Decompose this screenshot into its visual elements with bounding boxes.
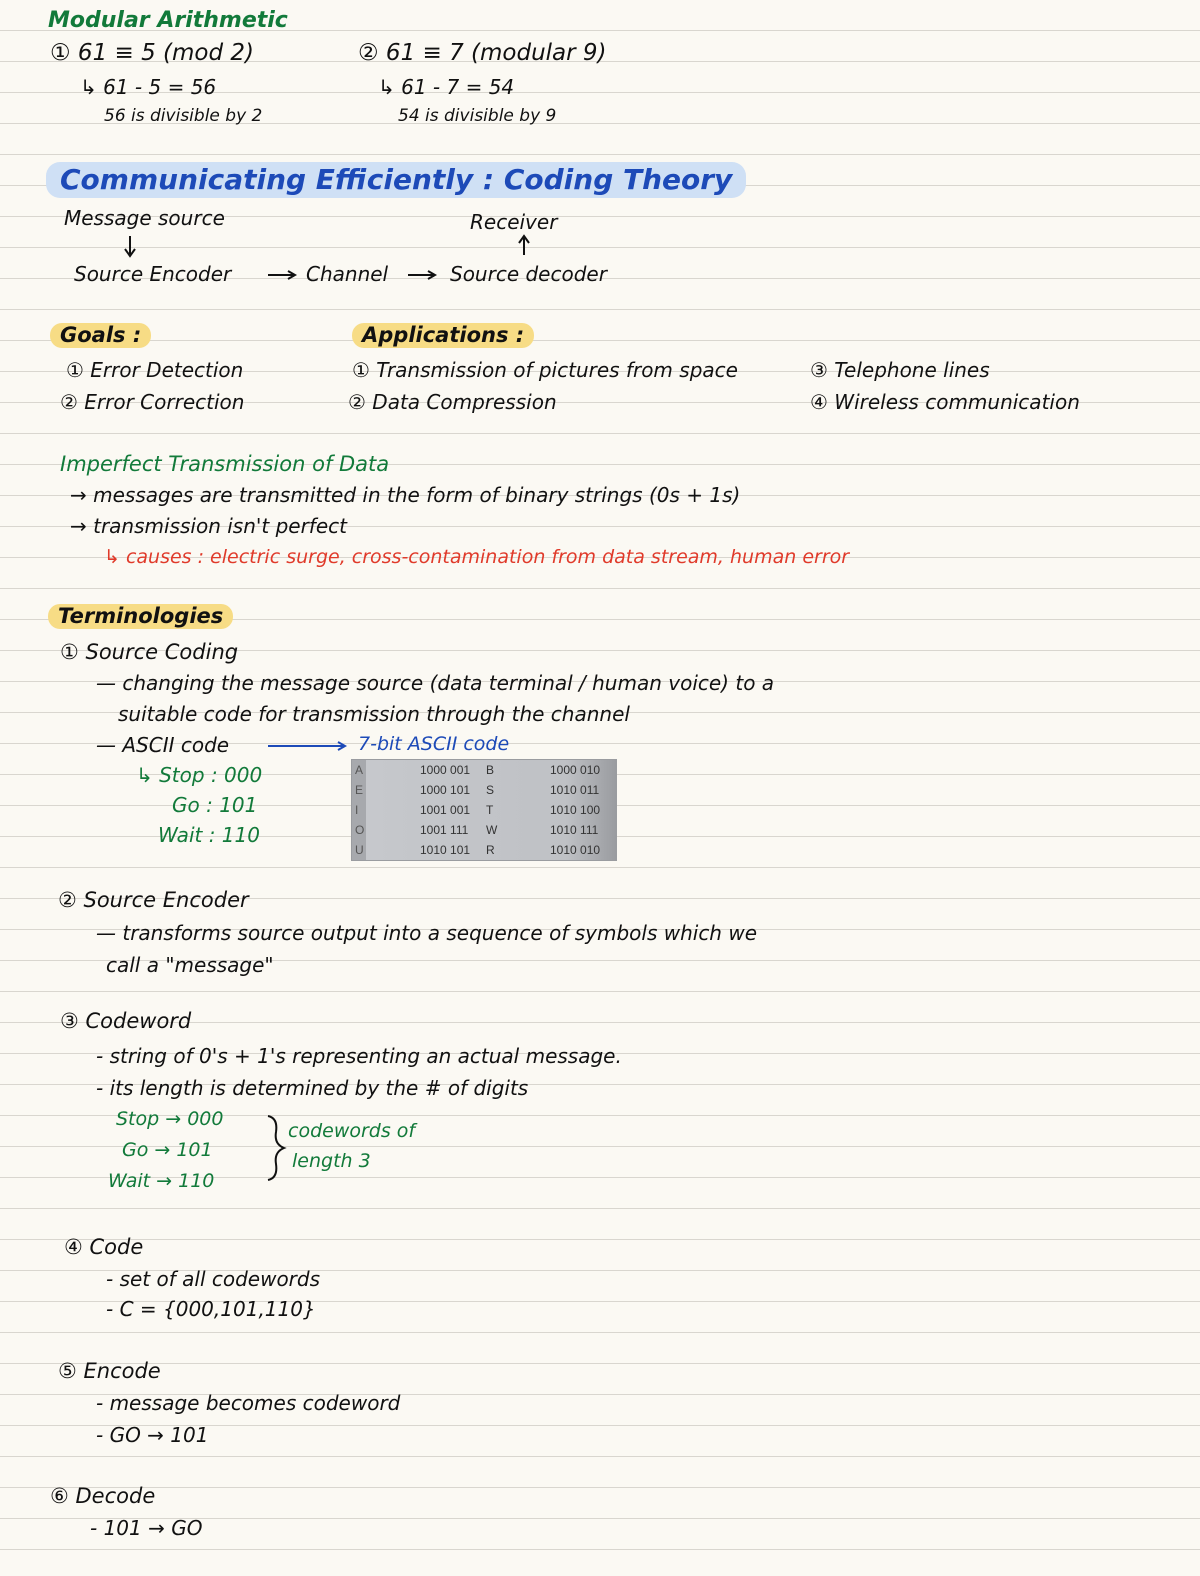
encode-desc-1: - message becomes codeword: [96, 1391, 401, 1415]
imperfect-line-2: → transmission isn't perfect: [70, 514, 347, 538]
ascii-letter: I: [355, 803, 359, 817]
ascii-table-row: [352, 840, 616, 860]
code-title: ④ Code: [64, 1235, 144, 1259]
codeword-brace-note-1: codewords of: [288, 1120, 416, 1142]
ascii-code: 1000 010: [550, 763, 601, 777]
source-encoder-title: ② Source Encoder: [58, 888, 249, 912]
ascii-code-note: 7-bit ASCII code: [358, 733, 510, 755]
ascii-code: 1010 101: [420, 843, 471, 857]
mod-example-1-line1: ① 61 ≡ 5 (mod 2): [50, 40, 255, 66]
codeword-desc-2: - its length is determined by the # of digits: [96, 1076, 529, 1100]
coding-title: Communicating Efficiently : Coding Theory: [46, 162, 746, 198]
mod-example-1-line2: ↳ 61 - 5 = 56: [80, 75, 217, 99]
ascii-code-label: — ASCII code: [96, 733, 230, 757]
mod-example-2-line1: ② 61 ≡ 7 (modular 9): [358, 40, 607, 66]
ascii-letter: E: [355, 783, 364, 797]
ascii-table-row: [352, 800, 616, 820]
ascii-code: 1010 010: [550, 843, 601, 857]
application-item-1: ① Transmission of pictures from space: [352, 358, 738, 382]
ascii-letter: U: [355, 843, 364, 857]
ascii-code: 1001 001: [420, 803, 471, 817]
source-coding-desc-1: — changing the message source (data terminal / human voice) to a: [96, 671, 775, 695]
imperfect-causes: ↳ causes : electric surge, cross-contamination from data stream, human error: [104, 546, 850, 568]
codeword-brace-note-2: length 3: [292, 1150, 371, 1172]
source-coding-desc-2: suitable code for transmission through the channel: [118, 702, 630, 726]
codeword-example-wait: Wait → 110: [108, 1170, 215, 1192]
flow-receiver: Receiver: [470, 210, 558, 234]
code-desc-1: - set of all codewords: [106, 1267, 321, 1291]
ascii-code: 1000 101: [420, 783, 471, 797]
imperfect-line-1: → messages are transmitted in the form of binary strings (0s + 1s): [70, 483, 741, 507]
ascii-example-stop: ↳ Stop : 000: [136, 763, 263, 787]
goal-item-2: ② Error Correction: [60, 390, 245, 414]
decode-title: ⑥ Decode: [50, 1484, 156, 1508]
ascii-letter: O: [355, 823, 365, 837]
ascii-table-row: [352, 820, 616, 840]
ascii-table: [351, 759, 617, 861]
flow-channel: Channel: [306, 262, 389, 286]
ascii-code: 1010 011: [550, 783, 600, 797]
flow-message-source: Message source: [64, 206, 225, 230]
code-desc-2: - C = {000,101,110}: [106, 1297, 316, 1321]
application-item-2: ② Data Compression: [348, 390, 557, 414]
ascii-letter: A: [355, 763, 364, 777]
codeword-title: ③ Codeword: [60, 1009, 192, 1033]
codeword-desc-1: - string of 0's + 1's representing an actual message.: [96, 1044, 622, 1068]
decode-desc-1: - 101 → GO: [90, 1516, 203, 1540]
ascii-example-wait: Wait : 110: [158, 823, 260, 847]
codeword-brace: [268, 1116, 284, 1180]
mod-example-1-line3: 56 is divisible by 2: [104, 106, 263, 126]
ascii-letter: S: [486, 783, 495, 797]
mod-example-2-line2: ↳ 61 - 7 = 54: [378, 75, 515, 99]
source-coding-title: ① Source Coding: [60, 640, 239, 664]
imperfect-title: Imperfect Transmission of Data: [60, 452, 390, 476]
modular-title: Modular Arithmetic: [48, 8, 288, 33]
ascii-example-go: Go : 101: [172, 793, 258, 817]
codeword-example-stop: Stop → 000: [116, 1108, 224, 1130]
applications-heading: Applications :: [352, 323, 534, 348]
ascii-code: 1010 111: [550, 823, 599, 837]
ascii-letter: W: [486, 823, 498, 837]
ascii-letter: T: [486, 803, 494, 817]
terminologies-heading: Terminologies: [48, 604, 233, 629]
flow-source-decoder: Source decoder: [450, 262, 607, 286]
source-encoder-desc-1: — transforms source output into a sequence of symbols which we: [96, 921, 758, 945]
encode-title: ⑤ Encode: [58, 1359, 161, 1383]
ascii-code: 1010 100: [550, 803, 601, 817]
goals-heading: Goals :: [50, 323, 151, 348]
ascii-code: 1000 001: [420, 763, 471, 777]
ascii-letter: R: [486, 843, 495, 857]
ascii-code: 1001 111: [420, 823, 469, 837]
ascii-letter: B: [486, 763, 495, 777]
flow-source-encoder: Source Encoder: [74, 262, 232, 286]
encode-desc-2: - GO → 101: [96, 1423, 209, 1447]
source-encoder-desc-2: call a "message": [106, 953, 274, 977]
mod-example-2-line3: 54 is divisible by 9: [398, 106, 557, 126]
application-item-3: ③ Telephone lines: [810, 358, 990, 382]
ascii-table-row: [352, 780, 616, 800]
codeword-example-go: Go → 101: [122, 1139, 213, 1161]
ascii-table-row: [352, 760, 616, 780]
application-item-4: ④ Wireless communication: [810, 390, 1080, 414]
goal-item-1: ① Error Detection: [66, 358, 244, 382]
